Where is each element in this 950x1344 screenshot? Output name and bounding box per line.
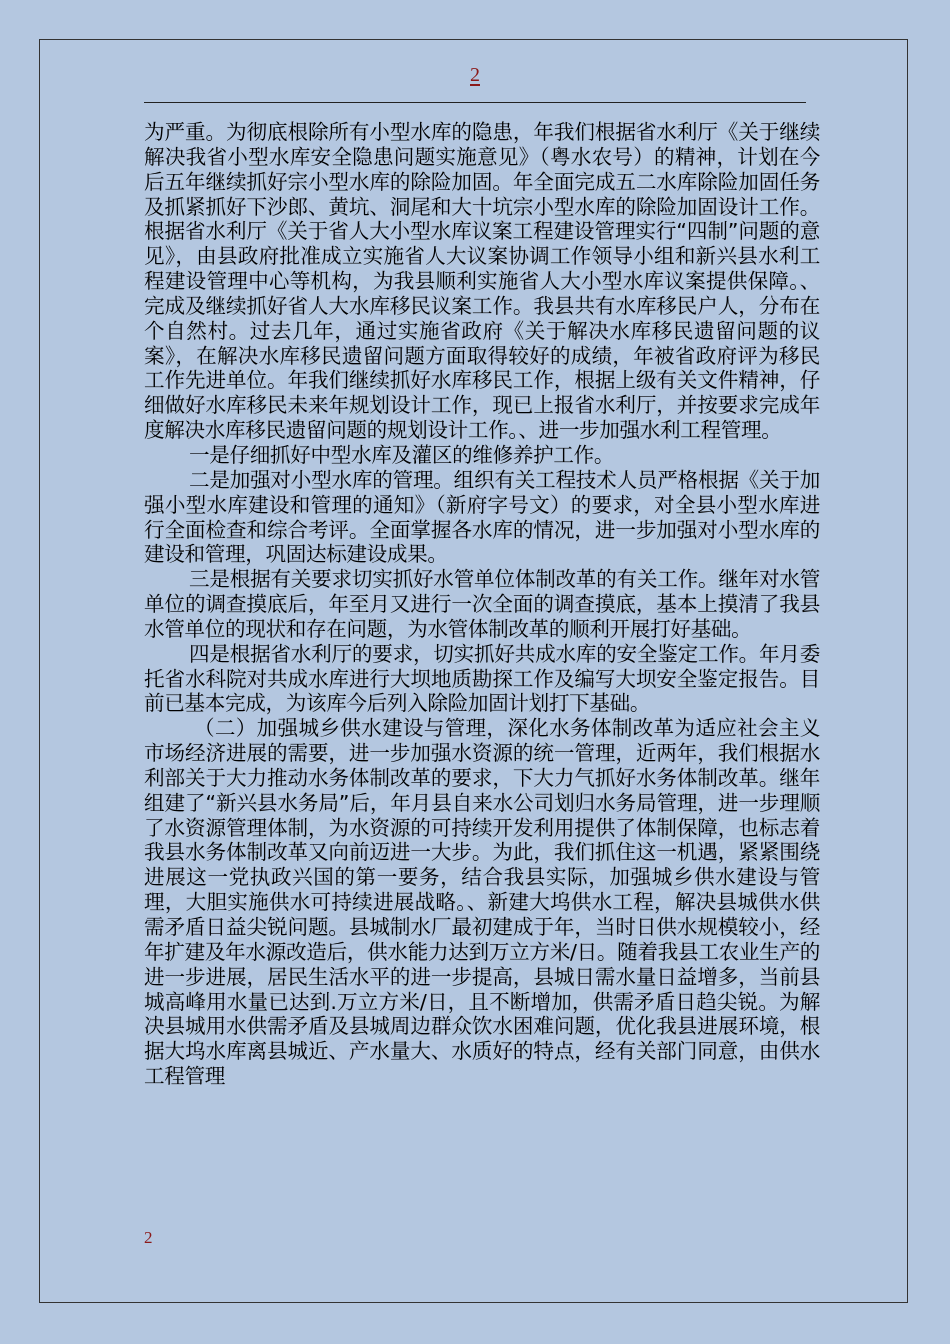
document-body [144,120,820,1089]
footer-page-number: 2 [144,1228,153,1247]
header-page-number [0,64,950,86]
paragraph-2: 一是仔细抓好中型水库及灌区的维修养护工作。 [189,442,615,467]
header-page-number-text: 2 [470,64,480,86]
header-divider [144,102,806,103]
paragraph-6: （二）加强城乡供水建设与管理，深化水务体制改革为适应社会主义市场经济进展的需要，进一步加强水资源的统一管理，近两年，我们根据水利部关于大力推动水务体制改革的要求，下大力气抓好水务体制改革。继年组建了“新兴县水务局”后，年月县自来水公司划归水务局管理，进一步理顺了水资源管理体制，为水资源的可持续开发利用提供了体制保障，也标志着我县水务体制改革又向前迈进一大步。为此，我们抓住这一机遇，紧紧围绕进展这一党执政兴国的第一要务，结合我县实际，加强城乡供水建设与管理，大胆实施供水可持续进展战略。、新建大坞供水工程，解决县城供水供需矛盾日益尖锐问题。县城制水厂最初建成于年，当时日供水规模较小，经年扩建及年水源改造后，供水能力达到万立方米/日。随着我县工农业生产的进一步进展，居民生活水平的进一步提高，县城日需水量日益增多，当前县城高峰用水量已达到.万立方米/日，且不断增加，供需矛盾日趋尖锐。为解决县城用水供需矛盾及县城周边群众饮水困难问题，优化我县进展环境，根据大坞水库离县城近、产水量大、水质好的特点，经有关部门同意，由供水工程管理 [144,716,820,1089]
paragraph-3: 二是加强对小型水库的管理。组织有关工程技术人员严格根据《关于加强小型水库建设和管理的通知》（新府字号文）的要求，对全县小型水库进行全面检查和综合考评。全面掌握各水库的情况，进一步加强对小型水库的建设和管理，巩固达标建设成果。 [144,467,820,567]
paragraph-1: 为严重。为彻底根除所有小型水库的隐患，年我们根据省水利厅《关于继续解决我省小型水库安全隐患问题实施意见》（粤水农号）的精神，计划在今后五年继续抓好宗小型水库的除险加固。年全面完成五二水库除险加固任务及抓紧抓好下沙郎、黄坑、洞尾和大十坑宗小型水库的除险加固设计工作。根据省水利厅《关于省人大小型水库议案工程建设管理实行“四制”问题的意见》，由县政府批准成立实施省人大议案协调工作领导小组和新兴县水利工程建设管理中心等机构，为我县顺利实施省人大小型水库议案提供保障。、完成及继续抓好省人大水库移民议案工作。我县共有水库移民户人，分布在个自然村。过去几年，通过实施省政府《关于解决水库移民遗留问题的议案》，在解决水库移民遗留问题方面取得较好的成绩，年被省政府评为移民工作先进单位。年我们继续抓好水库移民工作，根据上级有关文件精神，仔细做好水库移民未来年规划设计工作，现已上报省水利厅，并按要求完成年度解决水库移民遗留问题的规划设计工作。、进一步加强水利工程管理。 [144,120,820,443]
paragraph-4: 三是根据有关要求切实抓好水管单位体制改革的有关工作。继年对水管单位的调查摸底后，年至月又进行一次全面的调查摸底，基本上摸清了我县水管单位的现状和存在问题，为水管体制改革的顺利开展打好基础。 [144,567,820,641]
paragraph-5: 四是根据省水利厅的要求，切实抓好共成水库的安全鉴定工作。年月委托省水科院对共成水库进行大坝地质勘探工作及编写大坝安全鉴定报告。目前已基本完成，为该库今后列入除险加固计划打下基础。 [144,641,820,716]
